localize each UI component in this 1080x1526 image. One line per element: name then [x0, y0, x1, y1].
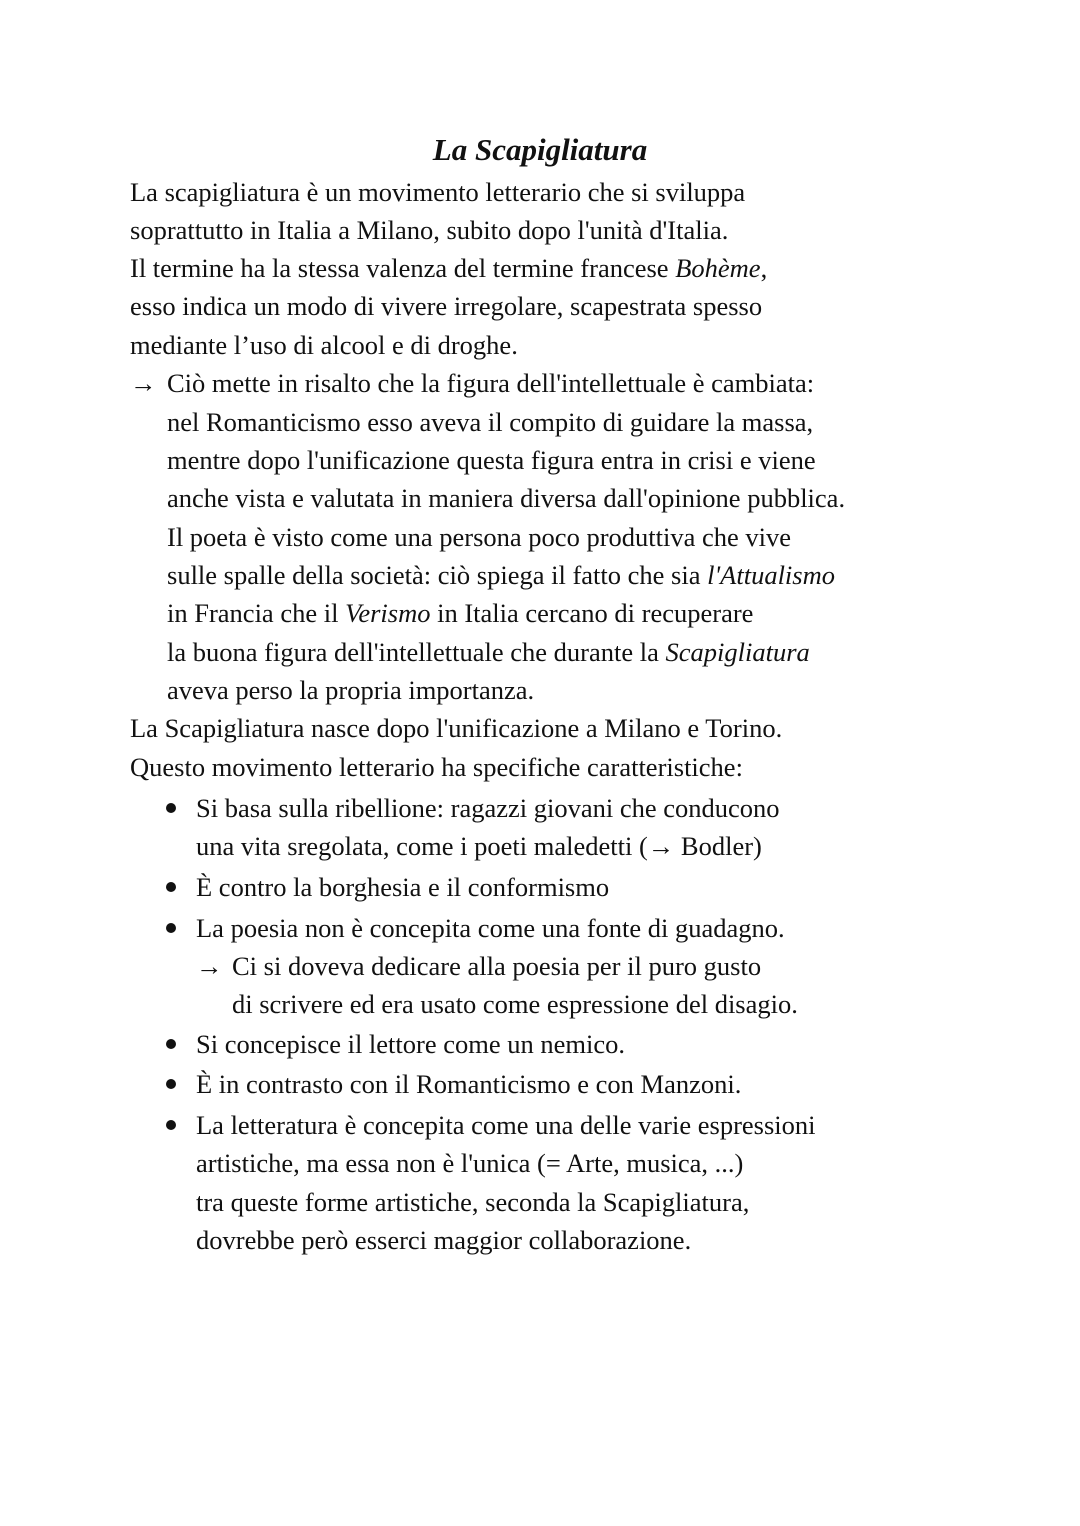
intro-line: La scapigliatura è un movimento letterario che si sviluppa: [130, 177, 746, 207]
bullet-line: dovrebbe però esserci maggior collaborazione.: [196, 1225, 692, 1255]
section-line: La Scapigliatura nasce dopo l'unificazione a Milano e Torino.: [130, 713, 783, 743]
sub-arrow-line: Ci si doveva dedicare alla poesia per il puro gusto: [232, 951, 762, 981]
arrow-block-line: [167, 633, 810, 671]
bullet-icon: [166, 882, 176, 892]
arrow-block-text: in Italia cercano di recuperare: [430, 598, 754, 628]
sub-arrow-line: di scrivere ed era usato come espressione del disagio.: [232, 989, 798, 1019]
bullet-line: tra queste forme artistiche, seconda la Scapigliatura,: [196, 1187, 750, 1217]
arrow-block-line: anche vista e valutata in maniera diversa dall'opinione pubblica.: [167, 483, 846, 513]
bullet-line: È contro la borghesia e il conformismo: [196, 872, 610, 902]
italic-term-attualismo: l'Attualismo: [707, 560, 835, 590]
intro-line: esso indica un modo di vivere irregolare, scapestrata spesso: [130, 291, 763, 321]
arrow-block-line: Ciò mette in risalto che la figura dell'intellettuale è cambiata:: [167, 368, 815, 398]
intro-text: Il termine ha la stessa valenza del termine francese: [130, 253, 676, 283]
bullet-icon: [166, 923, 176, 933]
intro-line: soprattutto in Italia a Milano, subito dopo l'unità d'Italia.: [130, 215, 729, 245]
intro-line: mediante l’uso di alcool e di droghe.: [130, 330, 518, 360]
arrow-block-text: in Francia che il: [167, 598, 346, 628]
bullet-line: una vita sregolata, come i poeti maledetti (→ Bodler): [196, 831, 762, 861]
italic-term-boheme: Bohème: [675, 253, 761, 283]
arrow-block-text: sulle spalle della società: ciò spiega il fatto che sia: [167, 560, 708, 590]
italic-term-verismo: Verismo: [345, 598, 431, 628]
arrow-block-line: [167, 594, 753, 632]
arrow-block-line: Il poeta è visto come una persona poco produttiva che vive: [167, 522, 792, 552]
arrow-block-text: la buona figura dell'intellettuale che durante la: [167, 637, 666, 667]
page-title: La Scapigliatura: [432, 132, 648, 167]
bullet-line: Si basa sulla ribellione: ragazzi giovani che conducono: [196, 793, 780, 823]
arrow-icon: →: [196, 951, 223, 981]
bullet-line: Si concepisce il lettore come un nemico.: [196, 1029, 626, 1059]
arrow-icon: →: [130, 368, 157, 398]
bullet-icon: [166, 1120, 176, 1130]
bullet-icon: [166, 803, 176, 813]
arrow-block-line: nel Romanticismo esso aveva il compito di guidare la massa,: [167, 407, 814, 437]
bullet-line: artistiche, ma essa non è l'unica (= Arte, musica, ...): [196, 1148, 744, 1178]
arrow-block-line: mentre dopo l'unificazione questa figura entra in crisi e viene: [167, 445, 816, 475]
bullet-line: La poesia non è concepita come una fonte di guadagno.: [196, 913, 785, 943]
section-line: Questo movimento letterario ha specifiche caratteristiche:: [130, 752, 743, 782]
arrow-block-line: aveva perso la propria importanza.: [167, 675, 535, 705]
bullet-line: È in contrasto con il Romanticismo e con Manzoni.: [196, 1069, 742, 1099]
bullet-icon: [166, 1079, 176, 1089]
arrow-block-line: [167, 556, 835, 594]
italic-term-scapigliatura: Scapigliatura: [665, 637, 810, 667]
intro-line: [130, 249, 767, 287]
bullet-line: La letteratura è concepita come una delle varie espressioni: [196, 1110, 816, 1140]
intro-text: ,: [760, 253, 768, 283]
bullet-icon: [166, 1039, 176, 1049]
